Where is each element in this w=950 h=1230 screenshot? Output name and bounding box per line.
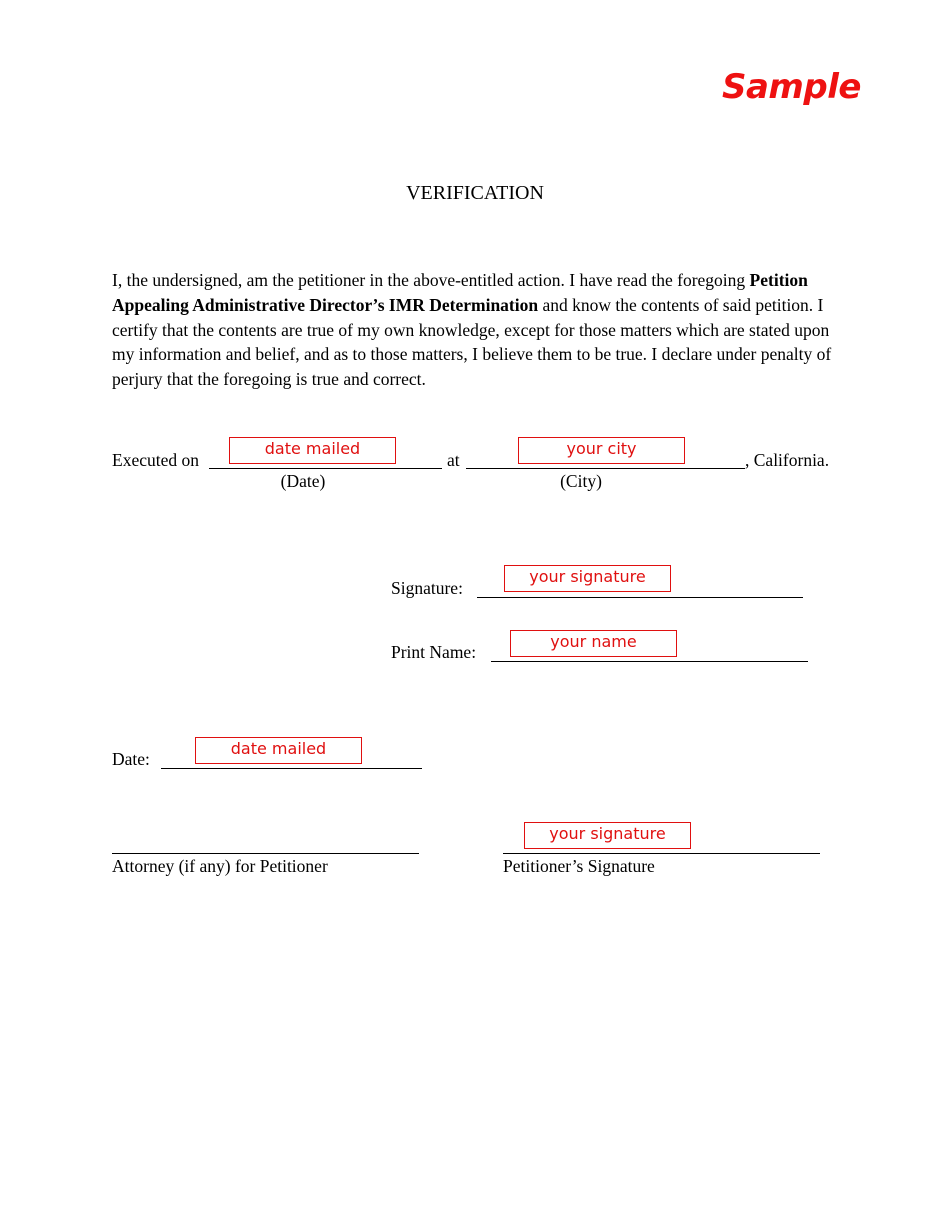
attorney-caption: Attorney (if any) for Petitioner — [112, 856, 328, 876]
date-label: Date: — [112, 749, 150, 769]
sample-watermark: Sample — [722, 67, 861, 107]
page-title: VERIFICATION — [406, 182, 544, 204]
signature-line — [477, 597, 803, 598]
date-line — [161, 768, 422, 769]
verification-paragraph — [112, 268, 842, 392]
signature-label: Signature: — [391, 578, 463, 598]
date-caption: (Date) — [280, 471, 326, 491]
executed-state-suffix: , California. — [745, 450, 830, 470]
attorney-signature-line — [112, 853, 419, 854]
signature-field[interactable]: your signature — [504, 565, 671, 592]
petitioner-caption: Petitioner’s Signature — [503, 856, 655, 876]
date-field-bottom[interactable]: date mailed — [195, 737, 362, 764]
executed-at-label: at — [447, 450, 460, 470]
petitioner-signature-field[interactable]: your signature — [524, 822, 691, 849]
print-name-field[interactable]: your name — [510, 630, 677, 657]
executed-city-line — [466, 468, 745, 469]
city-field[interactable]: your city — [518, 437, 685, 464]
executed-on-label: Executed on — [112, 450, 199, 470]
petitioner-signature-line — [503, 853, 820, 854]
date-field[interactable]: date mailed — [229, 437, 396, 464]
paragraph-rest: and know the contents of said petition. I certify that the contents are true of my own knowledge, except for those matters which are stated upon my information and belief, and as to those matters, I believe them to be true. I declare under penalty of perjury that the foregoing is true and correct. — [112, 294, 832, 390]
print-name-label: Print Name: — [391, 642, 477, 662]
print-name-line — [491, 661, 808, 662]
executed-date-line — [209, 468, 442, 469]
city-caption: (City) — [560, 471, 602, 491]
paragraph-lead: I, the undersigned, am the petitioner in the above-entitled action. I have read the foregoing — [112, 270, 750, 290]
paragraph-bold-title: Petition Appealing Administrative Director’s IMR Determination — [112, 270, 808, 315]
